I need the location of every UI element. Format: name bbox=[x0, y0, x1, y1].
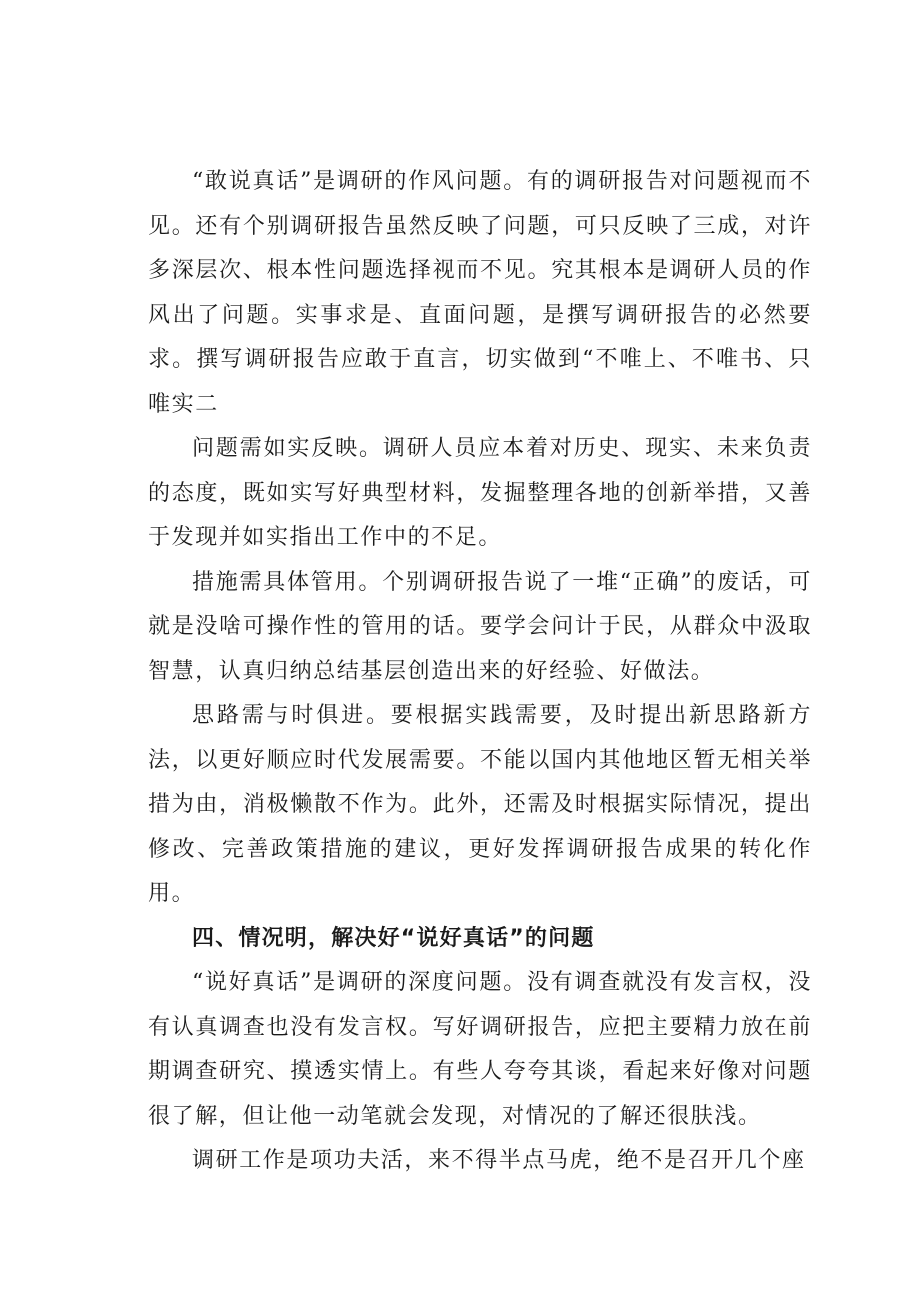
paragraph-report-truthfully: 问题需如实反映。调研人员应本着对历史、现实、未来负责的态度，既如实写好典型材料，发掘整理各地的创新举措，又善于发现并如实指出工作中的不足。 bbox=[148, 436, 812, 550]
document-body bbox=[148, 160, 812, 1184]
paragraph-practical-measures: 措施需具体管用。个别调研报告说了一堆“正确”的废话，可就是没啥可操作性的管用的话。要学会问计于民，从群众中汲取智慧，认真归纳总结基层创造出来的好经验、好做法。 bbox=[148, 569, 812, 684]
section-heading: 四、情况明，解决好“说好真话”的问题 bbox=[192, 925, 595, 951]
paragraph-speak-truth: “敢说真话”是调研的作风问题。有的调研报告对问题视而不见。还有个别调研报告虽然反映了问题，可只反映了三成，对许多深层次、根本性问题选择视而不见。究其根本是调研人员的作风出了问题。实事求是、直面问题，是撰写调研报告的必然要求。撰写调研报告应敢于直言，切实做到“不唯上、不唯书、只唯实二 bbox=[148, 169, 812, 417]
paragraph-keep-pace: 思路需与时俱进。要根据实践需要，及时提出新思路新方法，以更好顺应时代发展需要。不能以国内其他地区暂无相关举措为由，消极懒散不作为。此外，还需及时根据实际情况，提出修改、完善政策措施的建议，更好发挥调研报告成果的转化作用。 bbox=[148, 703, 812, 906]
paragraph-speak-well: “说好真话”是调研的深度问题。没有调查就没有发言权，没有认真调查也没有发言权。写好调研报告，应把主要精力放在前期调查研究、摸透实情上。有些人夸夸其谈，看起来好像对问题很了解，但让他一动笔就会发现，对情况的了解还很肤浅。 bbox=[148, 970, 812, 1129]
paragraph-research-work: 调研工作是项功夫活，来不得半点马虎，绝不是召开几个座 bbox=[192, 1148, 806, 1173]
